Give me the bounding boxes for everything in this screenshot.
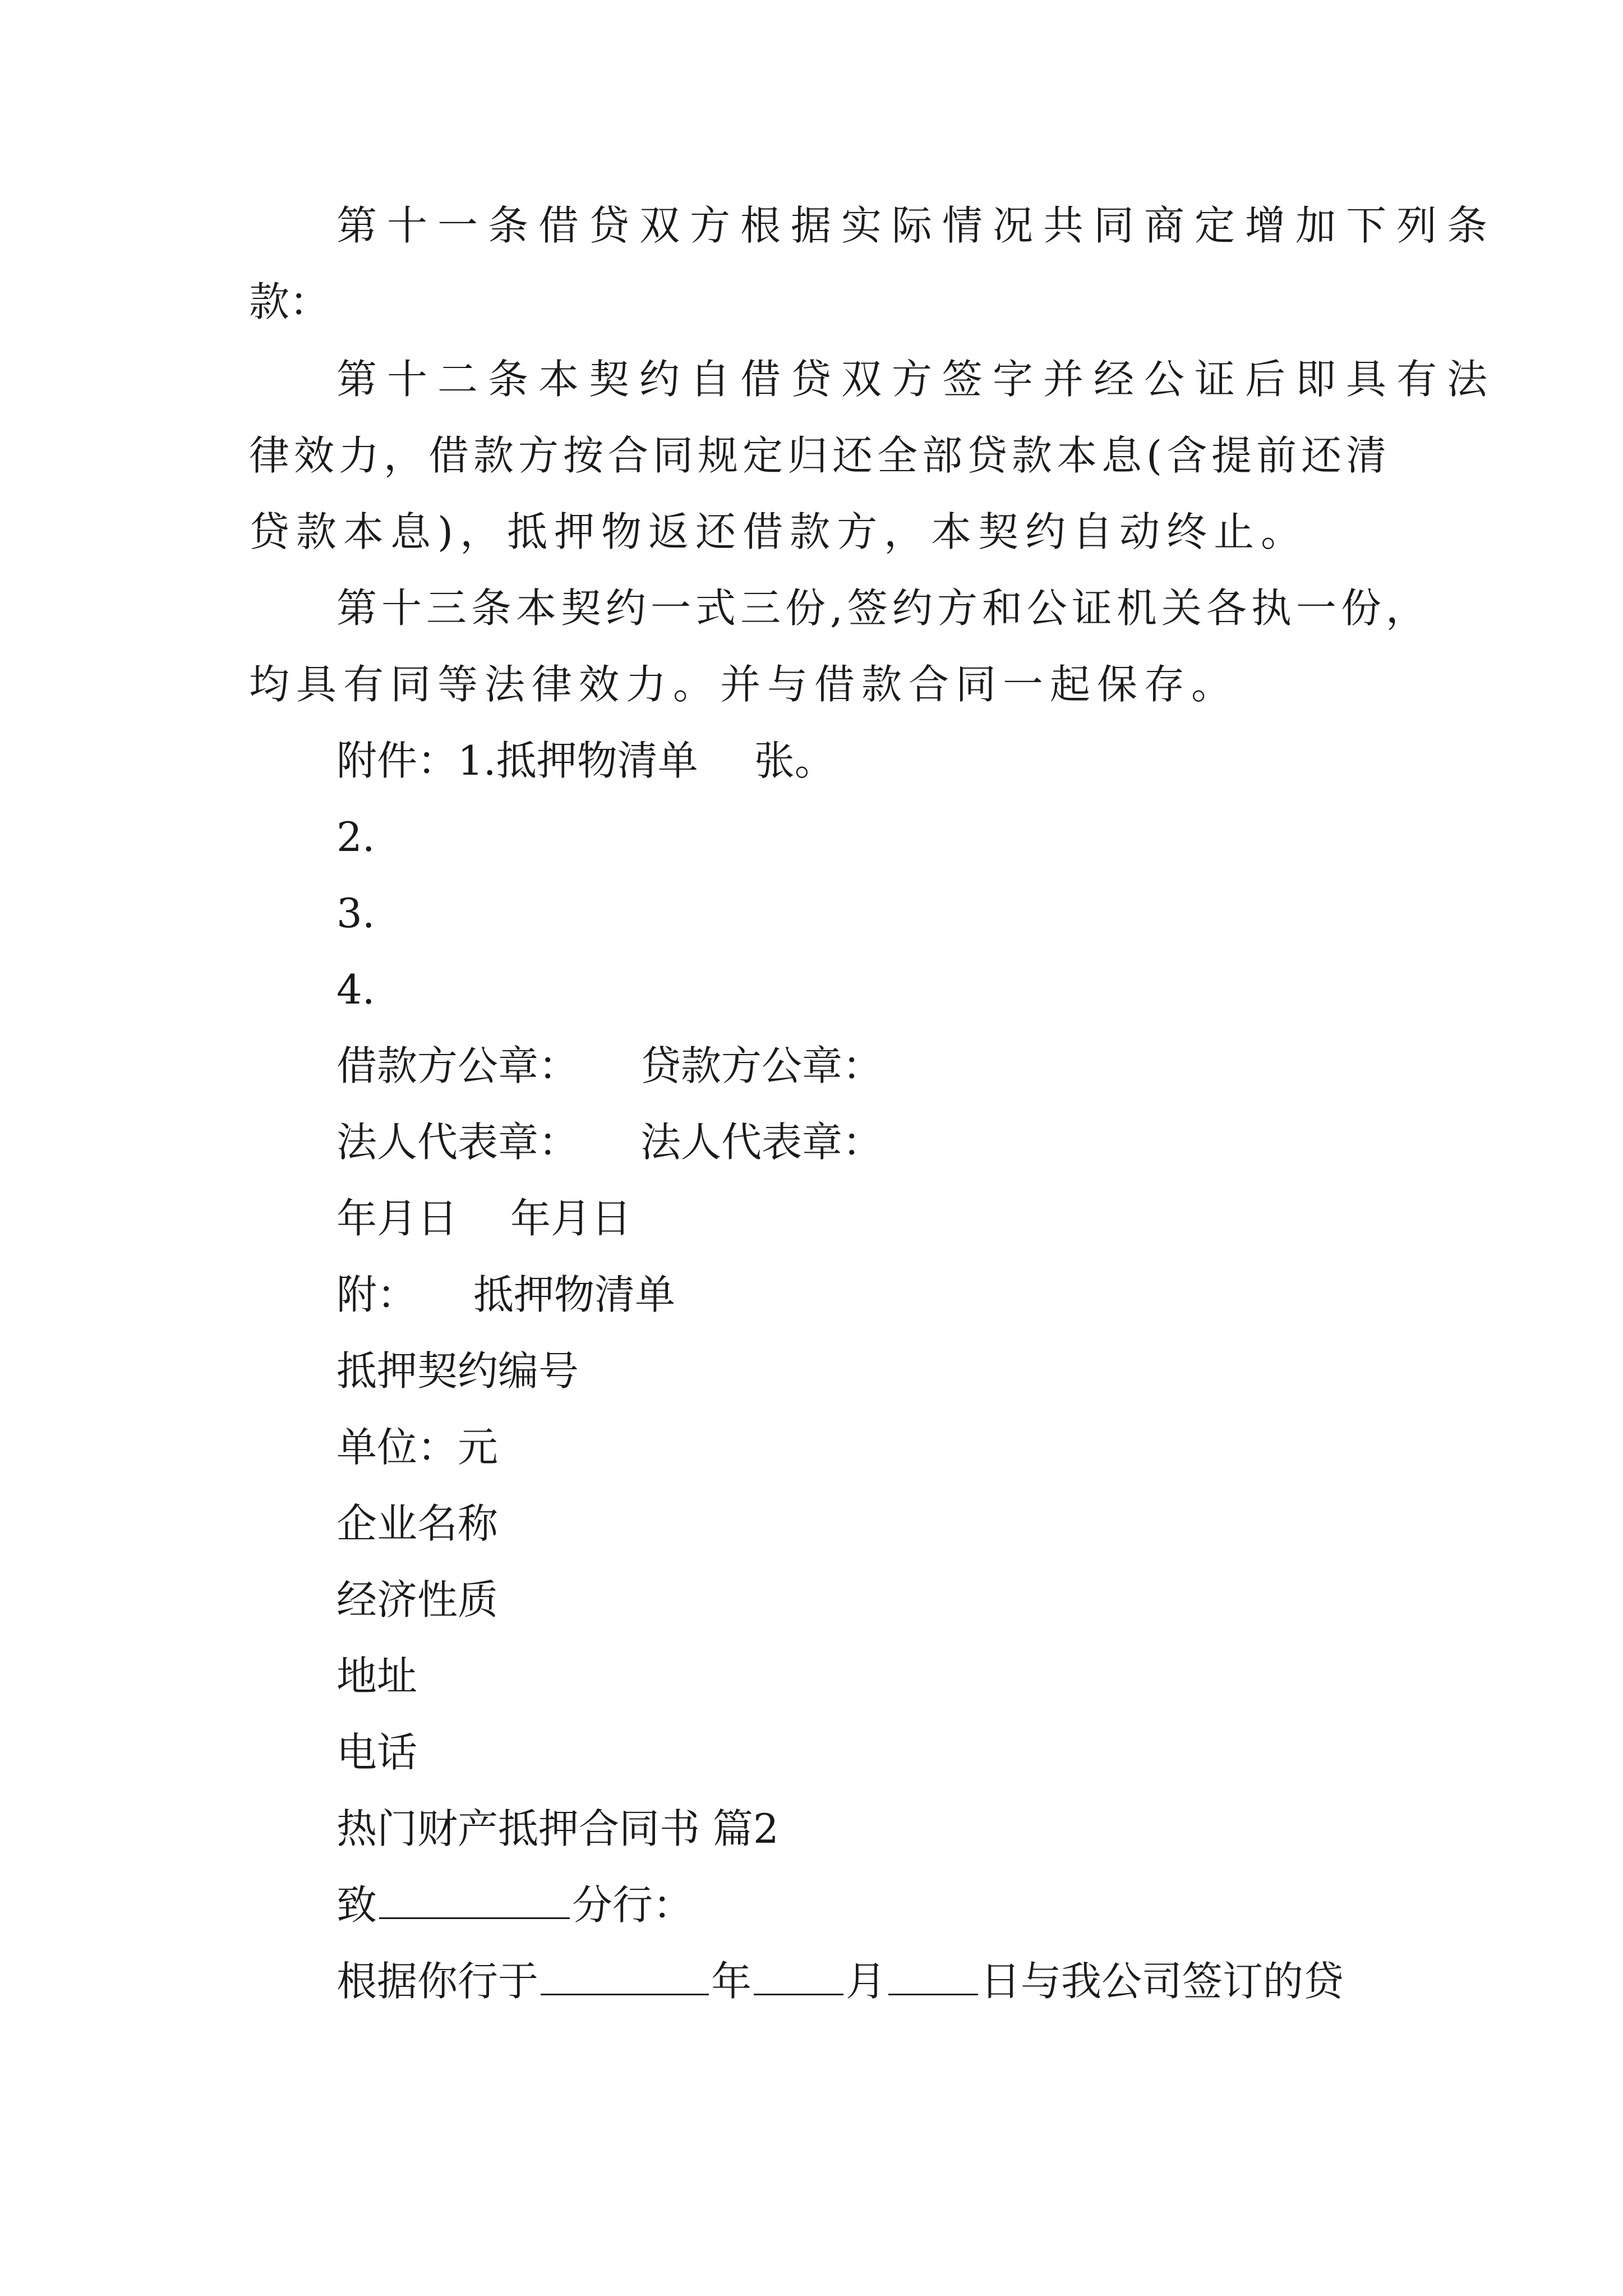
borrower-rep-label: 法人代表章： (336, 1119, 579, 1166)
paragraph-11-line-1: 第十一条借贷双方根据实际情况共同商定增加下列条 (336, 202, 1498, 249)
paragraph-13-line-1: 第十三条本契约一式三份,签约方和公证机关各执一份， (336, 585, 1431, 632)
seal-row (336, 1038, 883, 1094)
lender-seal-label: 贷款方公章： (640, 1042, 883, 1089)
appendix-heading (336, 1267, 675, 1323)
month-label: 月 (846, 1958, 887, 2005)
unit-label: 单位：元 (336, 1424, 499, 1471)
year-blank[interactable] (541, 1959, 709, 1995)
borrower-seal-label: 借款方公章： (336, 1042, 579, 1089)
paragraph-12-line-1: 第十二条本契约自借贷双方签字并经公证后即具有法 (336, 356, 1498, 403)
paragraph-12-line-3: 贷款本息)，抵押物返还借款方，本契约自动终止。 (249, 508, 1308, 555)
body-suffix: 日与我公司签订的贷 (980, 1958, 1344, 2005)
addressee-suffix: 分行： (572, 1881, 694, 1929)
attachment-item-1 (336, 733, 835, 789)
year-label: 年 (711, 1958, 752, 2005)
attachment-item-2: 2. (336, 813, 375, 861)
attachment-item-1-label: 附件：1.抵押物清单 (336, 737, 698, 784)
phone-label: 电话 (336, 1729, 418, 1776)
lender-date: 年月日 (510, 1195, 632, 1242)
address-label: 地址 (336, 1653, 418, 1700)
contract-number-label: 抵押契约编号 (336, 1347, 579, 1395)
branch-name-blank[interactable] (379, 1883, 570, 1919)
month-blank[interactable] (754, 1959, 843, 1995)
paragraph-11-line-2: 款： (249, 278, 330, 325)
addressee-prefix: 致 (336, 1881, 377, 1929)
representative-row (336, 1114, 883, 1170)
borrower-date: 年月日 (336, 1195, 458, 1242)
company-name-label: 企业名称 (336, 1500, 499, 1547)
economic-nature-label: 经济性质 (336, 1576, 499, 1623)
paragraph-12-line-2: 律效力，借款方按合同规定归还全部贷款本息(含提前还清 (249, 432, 1391, 479)
date-row (336, 1190, 631, 1246)
addressee-line (336, 1877, 693, 1933)
attachment-item-3: 3. (336, 890, 375, 937)
appendix-label: 附： (336, 1271, 418, 1318)
attachment-item-1-suffix: 张。 (754, 737, 835, 784)
body-prefix: 根据你行于 (336, 1958, 539, 2005)
appendix-title: 抵押物清单 (473, 1271, 676, 1318)
lender-rep-label: 法人代表章： (640, 1119, 883, 1166)
attachment-item-4: 4. (336, 966, 375, 1013)
paragraph-13-line-2: 均具有同等法律效力。并与借款合同一起保存。 (249, 661, 1239, 708)
day-blank[interactable] (888, 1959, 978, 1995)
section-2-heading: 热门财产抵押合同书 篇2 (336, 1805, 779, 1852)
section-2-body-line-1 (336, 1953, 1344, 2009)
